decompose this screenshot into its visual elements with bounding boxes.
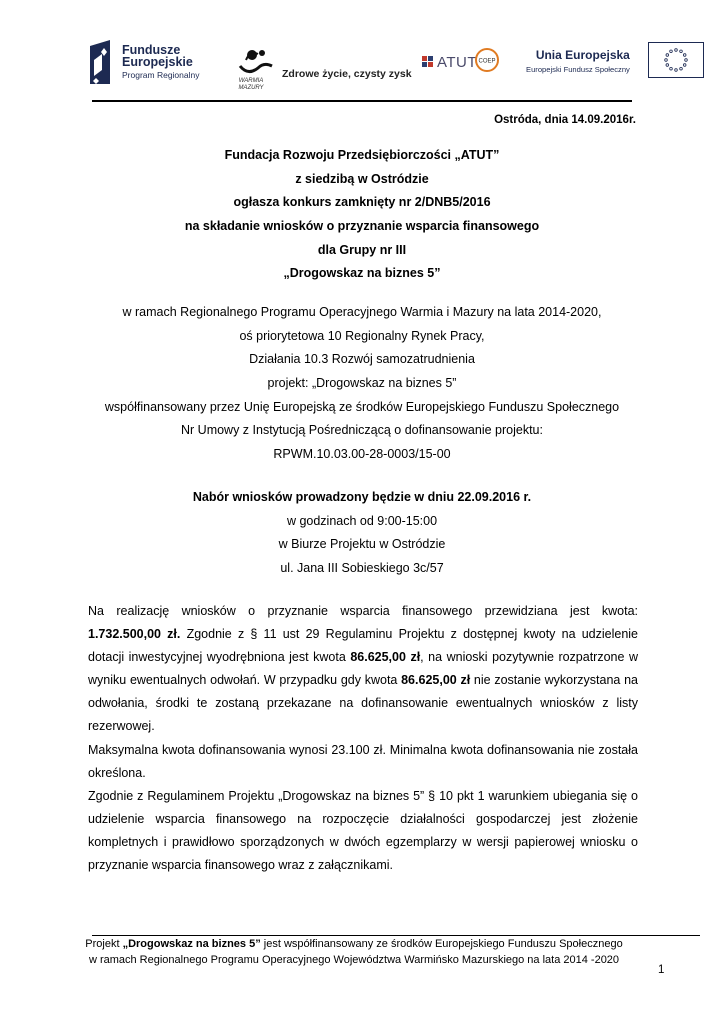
funding-intro: Na realizację wniosków o przyznanie wsparcia finansowego przewidziana jest kwota: bbox=[88, 604, 638, 618]
warmia-mazury-slogan: Zdrowe życie, czysty zysk bbox=[282, 68, 412, 80]
nabor-headline: Nabór wniosków prowadzony będzie w dniu 22.09.2016 r. bbox=[192, 490, 532, 504]
amount-reserve: 86.625,00 zł bbox=[350, 650, 421, 665]
program-line: Nr Umowy z Instytucją Pośredniczącą o dofinansowanie projektu: bbox=[181, 423, 543, 438]
footer-rest: jest współfinansowany ze środków Europejskiego Funduszu Społecznego w ramach Regionalnego Programu Operacyjnego Województwa Warmińsko Mazurskiego na lata 2014 -2020 bbox=[88, 938, 623, 966]
title-line: na składanie wniosków o przyznanie wsparcia finansowego bbox=[184, 219, 540, 234]
program-line: oś priorytetowa 10 Regionalny Rynek Pracy, bbox=[239, 328, 485, 343]
footer-project: „Drogowskaz na biznes 5” bbox=[122, 938, 261, 950]
warmia-mazury-sub: WARMIA MAZURY bbox=[238, 78, 264, 91]
nabor-hours: w godzinach od 9:00-15:00 bbox=[286, 513, 438, 528]
program-block bbox=[60, 301, 664, 467]
atut-squares-icon bbox=[422, 56, 434, 68]
date-line: Ostróda, dnia 14.09.2016r. bbox=[494, 114, 636, 126]
body-text bbox=[88, 600, 638, 877]
nabor-place: w Biurze Projektu w Ostródzie bbox=[278, 537, 446, 552]
program-line: Działania 10.3 Rozwój samozatrudnienia bbox=[249, 352, 475, 367]
footer-prefix: Projekt bbox=[85, 938, 123, 950]
ue-subtitle: Europejski Fundusz Społeczny bbox=[526, 65, 630, 74]
ue-title: Unia Europejska bbox=[535, 48, 630, 62]
amount-total: 1.732.500,00 zł. bbox=[88, 627, 181, 642]
eu-flag-icon bbox=[648, 42, 704, 78]
coep-badge-text: COEP bbox=[478, 58, 496, 65]
funding-text-b: Zgodnie z § 11 ust 29 Regulaminu Projektu z dostępnej kwoty na udzielenie dotacji inwestycyjnej wyodrębniona jest kwota bbox=[88, 627, 639, 665]
unia-europejska-text bbox=[526, 48, 630, 74]
title-line: „Drogowskaz na biznes 5” bbox=[283, 266, 441, 281]
header-divider bbox=[92, 100, 632, 102]
program-line: projekt: „Drogowskaz na biznes 5” bbox=[267, 376, 457, 391]
nabor-block bbox=[60, 486, 664, 581]
title-line: Fundacja Rozwoju Przedsiębiorczości „ATUT” bbox=[224, 148, 500, 162]
paragraph-funding bbox=[88, 600, 638, 739]
program-line: współfinansowany przez Unię Europejską ze środków Europejskiego Funduszu Społecznego bbox=[104, 399, 620, 414]
page-number: 1 bbox=[658, 964, 665, 976]
fe-line1: Fundusze bbox=[122, 43, 181, 57]
fundusze-europejskie-logo-icon bbox=[90, 40, 116, 84]
program-line: RPWM.10.03.00-28-0003/15-00 bbox=[273, 447, 451, 462]
title-line: z siedzibą w Ostródzie bbox=[295, 171, 429, 186]
funding-text-c: , na wnioski pozytywnie rozpatrzone w wyniku ewentualnych odwołań. W przypadku gdy kwota bbox=[88, 650, 638, 688]
atut-logo-text: ATUT bbox=[437, 54, 478, 71]
nabor-address: ul. Jana III Sobieskiego 3c/57 bbox=[280, 561, 444, 576]
warmia-mazury-logo-icon bbox=[236, 46, 276, 80]
coep-badge-icon bbox=[475, 48, 499, 72]
fe-line2: Europejskie bbox=[122, 55, 193, 69]
fundusze-europejskie-text bbox=[122, 44, 199, 81]
paragraph-requirements: Zgodnie z Regulaminem Projektu „Drogowskaz na biznes 5” § 10 pkt 1 warunkiem ubiegania się o udzielenie wsparcia finansowego na rozpoczęcie działalności gospodarczej jest złożenie kompletnych i prawidłowo sporządzonych w dwóch egzemplarzy w wersji papierowej wniosku o przyznanie wsparcia finansowego wraz z załącznikami. bbox=[88, 788, 638, 873]
amount-reserve-2: 86.625,00 zł bbox=[401, 673, 471, 688]
title-line: ogłasza konkurs zamknięty nr 2/DNB5/2016 bbox=[233, 195, 491, 210]
title-line: dla Grupy nr III bbox=[317, 242, 407, 257]
footer bbox=[80, 937, 628, 968]
eu-stars-icon bbox=[649, 43, 703, 77]
fe-line3: Program Regionalny bbox=[122, 70, 200, 80]
title-block bbox=[60, 144, 664, 286]
program-line: w ramach Regionalnego Programu Operacyjnego Warmia i Mazury na lata 2014-2020, bbox=[122, 305, 602, 319]
header-logos bbox=[0, 0, 724, 100]
footer-divider bbox=[92, 935, 700, 936]
paragraph-max-amount: Maksymalna kwota dofinansowania wynosi 23.100 zł. Minimalna kwota dofinansowania nie została określona. bbox=[88, 742, 638, 780]
funding-text-d: nie zostanie wykorzystana na odwołania, środki te zostaną przekazane na dofinansowanie ewentualnych wniosków z listy rezerwowej. bbox=[88, 673, 638, 734]
